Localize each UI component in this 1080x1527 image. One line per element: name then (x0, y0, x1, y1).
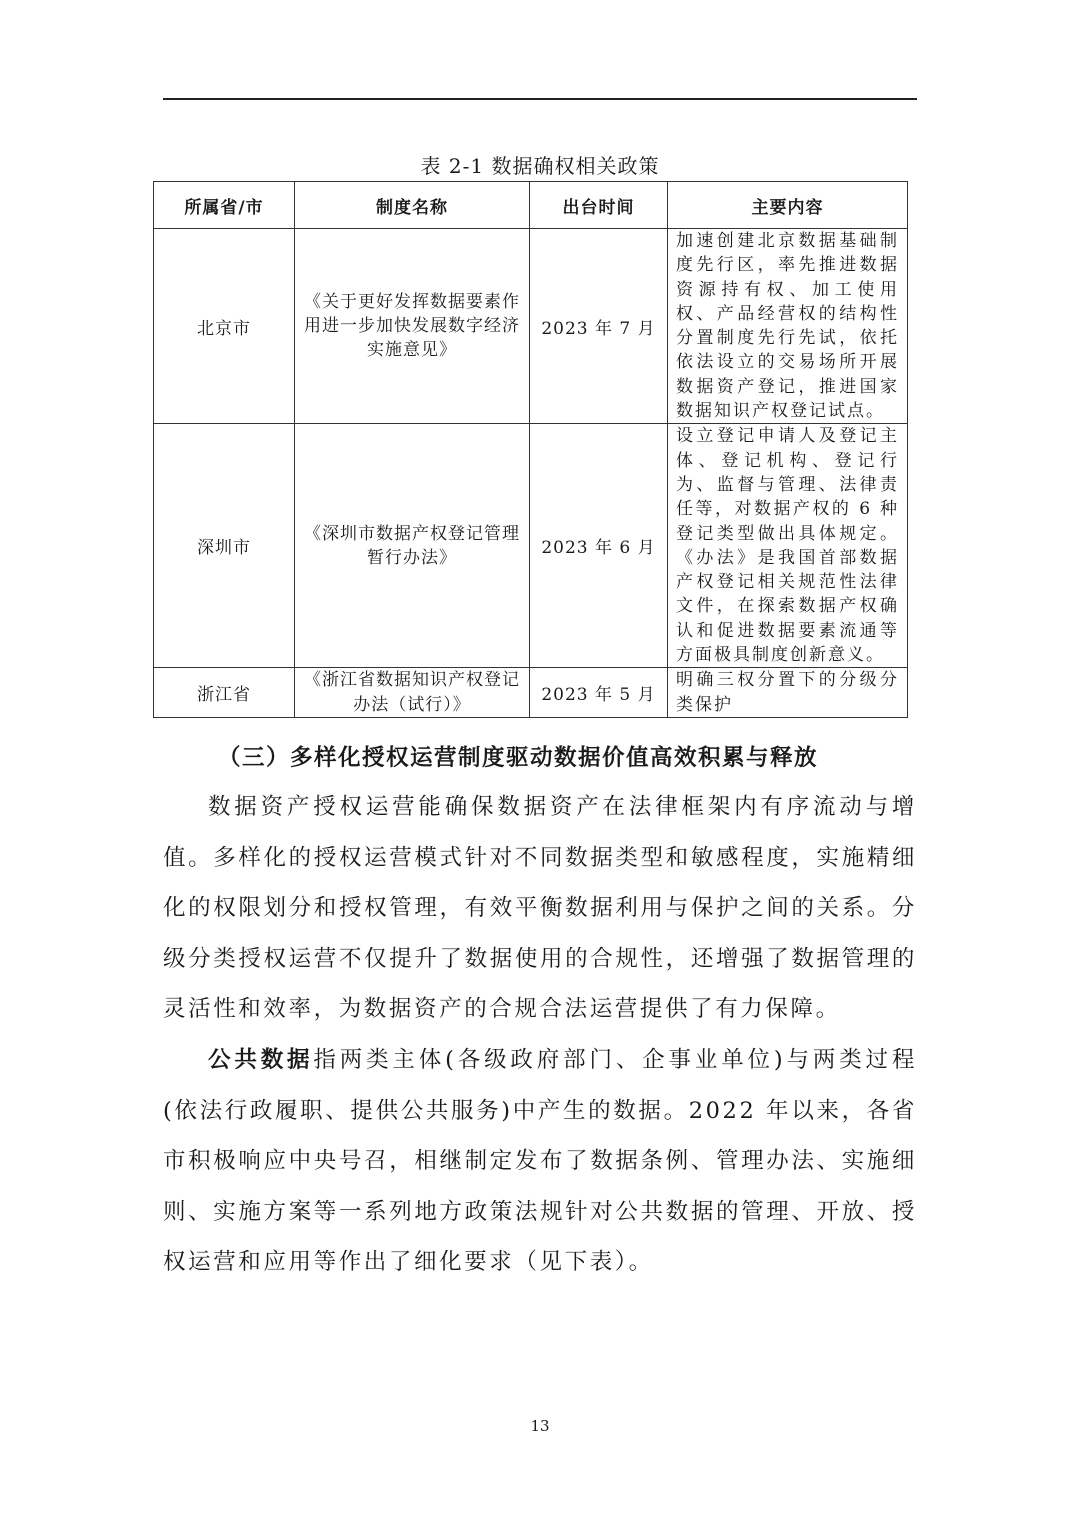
bold-term: 公共数据 (208, 1047, 314, 1073)
cell-date: 2023 年 5 月 (530, 668, 668, 718)
table-row (154, 424, 908, 668)
cell-policy-name: 《关于更好发挥数据要素作用进一步加快发展数字经济实施意见》 (295, 229, 530, 424)
cell-date: 2023 年 7 月 (530, 229, 668, 424)
header-policy-name: 制度名称 (295, 182, 530, 229)
body-paragraph: 数据资产授权运营能确保数据资产在法律框架内有序流动与增值。多样化的授权运营模式针对不同数据类型和敏感程度，实施精细化的权限划分和授权管理，有效平衡数据利用与保护之间的关系。分级分类授权运营不仅提升了数据使用的合规性，还增强了数据管理的灵活性和效率，为数据资产的合规合法运营提供了有力保障。 (163, 794, 917, 1022)
header-region: 所属省/市 (154, 182, 295, 229)
cell-main-content: 明确三权分置下的分级分类保护 (668, 668, 908, 718)
body-paragraph (163, 1035, 917, 1288)
page-number: 13 (530, 1417, 550, 1435)
cell-policy-name: 《浙江省数据知识产权登记办法（试行）》 (295, 668, 530, 718)
table-row (154, 229, 908, 424)
cell-date: 2023 年 6 月 (530, 424, 668, 668)
table-row (154, 668, 908, 718)
header-main-content: 主要内容 (668, 182, 908, 229)
header-date: 出台时间 (530, 182, 668, 229)
section-heading: （三）多样化授权运营制度驱动数据价值高效积累与释放 (218, 745, 819, 771)
cell-main-content: 加速创建北京数据基础制度先行区，率先推进数据资源持有权、加工使用权、产品经营权的结构性分置制度先行先试，依托依法设立的交易场所开展数据资产登记，推进国家数据知识产权登记试点。 (668, 229, 908, 424)
policy-table (153, 181, 908, 718)
cell-region: 深圳市 (154, 424, 295, 668)
table-caption: 表 2-1 数据确权相关政策 (420, 154, 660, 178)
cell-region: 浙江省 (154, 668, 295, 718)
cell-policy-name: 《深圳市数据产权登记管理暂行办法》 (295, 424, 530, 668)
cell-region: 北京市 (154, 229, 295, 424)
header-rule (163, 98, 917, 100)
paragraph-text: 指两类主体(各级政府部门、企事业单位)与两类过程(依法行政履职、提供公共服务)中产生的数据。2022 年以来，各省市积极响应中央号召，相继制定发布了数据条例、管理办法、实施细则、实施方案等一系列地方政策法规针对公共数据的管理、开放、授权运营和应用等作出了细化要求（见下表）。 (163, 1047, 917, 1275)
cell-main-content: 设立登记申请人及登记主体、登记机构、登记行为、监督与管理、法律责任等，对数据产权的 6 种登记类型做出具体规定。《办法》是我国首部数据产权登记相关规范性法律文件，在探索数据产权确认和促进数据要素流通等方面极具制度创新意义。 (668, 424, 908, 668)
table-header-row (154, 182, 908, 229)
